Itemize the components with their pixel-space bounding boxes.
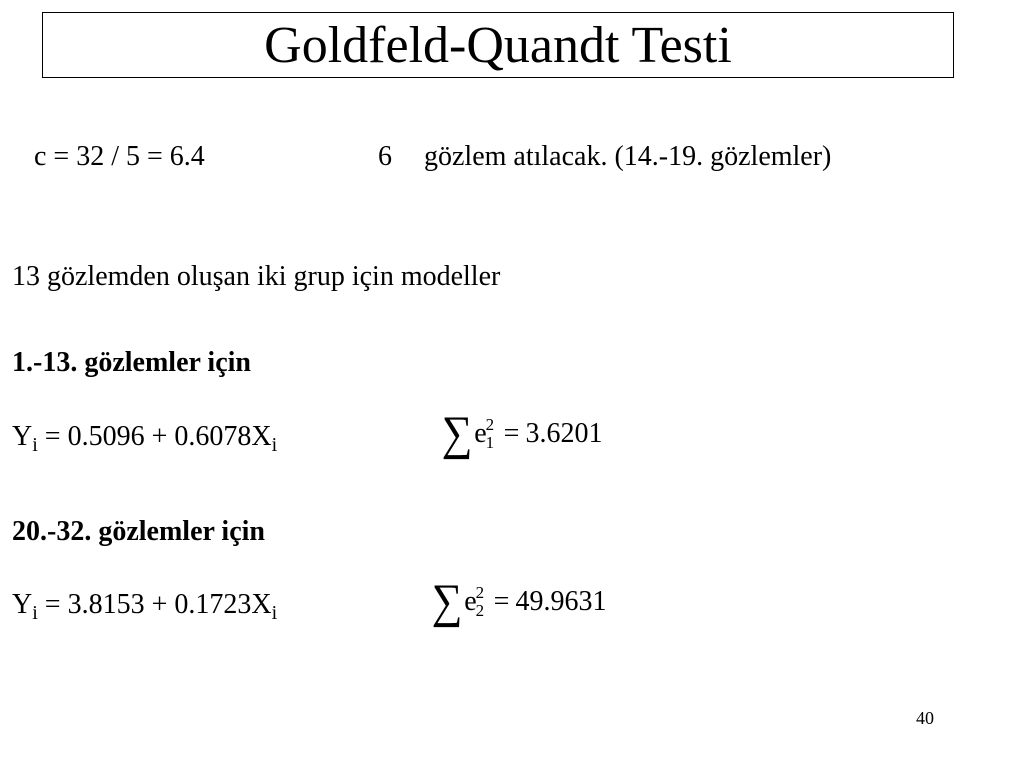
dropped-text: gözlem atılacak. (14.-19. gözlemler): [424, 141, 832, 172]
group1-heading: 1.-13. gözlemler için: [12, 347, 251, 378]
group2-sum-scripts: [476, 582, 488, 622]
group2-sum-sup: 2: [475, 583, 485, 602]
page-number: 40: [916, 708, 934, 728]
group1-model-y-sub: i: [32, 434, 38, 456]
group1-model-y: Y: [12, 421, 33, 452]
group2-sum-value: 49.9631: [515, 586, 607, 617]
group2-model-x-sub: i: [271, 602, 278, 624]
sum-symbol: ∑: [431, 575, 463, 628]
group1-model: [12, 420, 277, 454]
group1-sum-sup: 2: [485, 415, 495, 434]
group1-sum-scripts: [486, 414, 498, 454]
group2-sum-equals: =: [493, 586, 510, 617]
group1-sum-value: 3.6201: [525, 418, 603, 449]
group2-sum-squared-residuals: [430, 575, 607, 628]
group1-sum-sub: 1: [485, 433, 495, 452]
group2-sum-var: e: [464, 586, 477, 617]
slide-title-text: Goldfeld-Quandt Testi: [264, 17, 732, 74]
dropped-count: 6: [378, 141, 392, 172]
sum-symbol: ∑: [441, 407, 473, 460]
group1-model-body: = 0.5096 + 0.6078X: [37, 421, 272, 452]
group2-heading: 20.-32. gözlemler için: [12, 516, 265, 547]
group1-sum-equals: =: [503, 418, 520, 449]
intro-text: 13 gözlemden oluşan iki grup için modeller: [12, 261, 501, 292]
slide-title: [42, 12, 954, 78]
group1-model-x-sub: i: [271, 434, 278, 456]
group2-sum-sub: 2: [475, 601, 485, 620]
group2-model-body: = 3.8153 + 0.1723X: [37, 589, 272, 620]
group2-model-y-sub: i: [32, 602, 38, 624]
group1-sum-var: e: [474, 418, 487, 449]
group1-sum-squared-residuals: [440, 407, 603, 460]
group2-model: [12, 588, 277, 622]
c-formula: c = 32 / 5 = 6.4: [34, 141, 205, 172]
group2-model-y: Y: [12, 589, 33, 620]
